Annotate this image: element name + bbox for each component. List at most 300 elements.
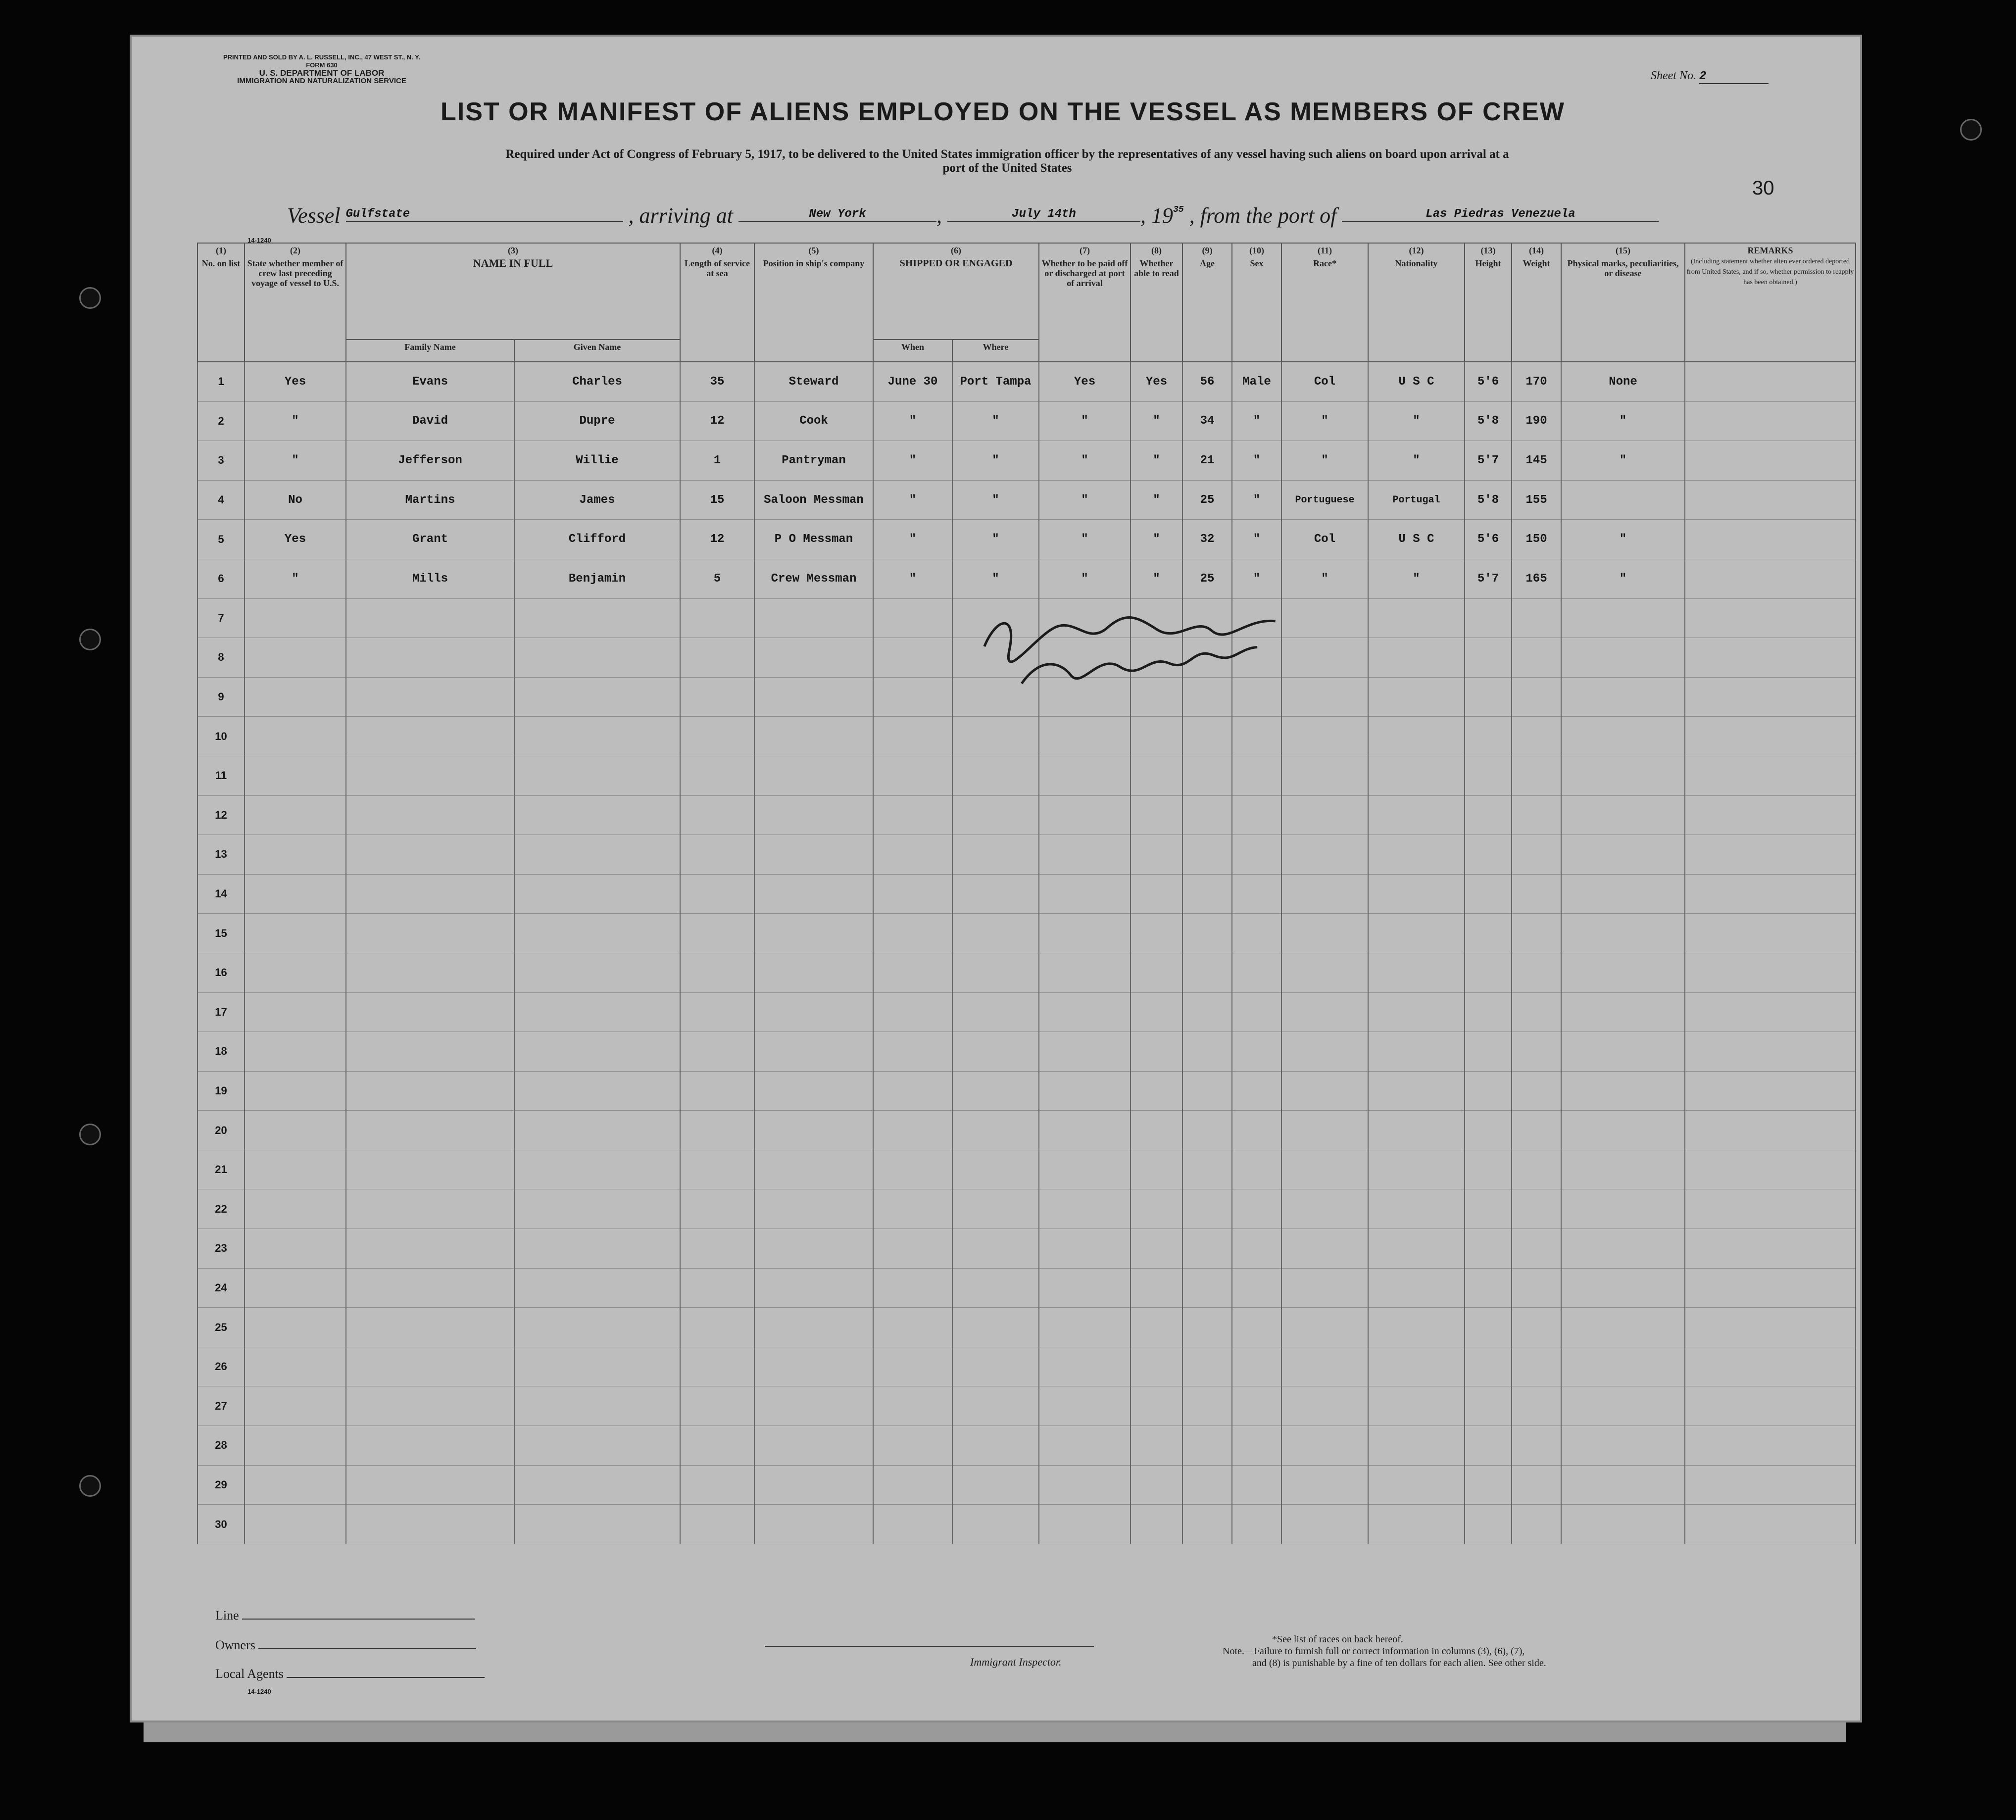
empty-cell — [680, 1505, 754, 1544]
empty-cell — [346, 1071, 514, 1111]
footnote — [1223, 1633, 1546, 1669]
empty-cell — [1281, 1426, 1368, 1466]
race: Col — [1281, 520, 1368, 559]
age: 25 — [1182, 480, 1232, 520]
empty-cell — [245, 717, 346, 756]
empty-cell — [1131, 756, 1182, 795]
empty-cell — [1131, 1505, 1182, 1544]
table-row-empty — [197, 1465, 1856, 1505]
printer-line-2: FORM 630 — [306, 61, 338, 69]
empty-cell — [873, 1465, 952, 1505]
empty-cell — [245, 677, 346, 717]
owners-label: Owners — [215, 1638, 255, 1652]
empty-cell — [952, 835, 1039, 875]
binder-hole — [79, 287, 101, 309]
empty-cell — [1685, 1189, 1856, 1229]
position: Crew Messman — [754, 559, 873, 598]
empty-cell — [680, 953, 754, 992]
row-number: 6 — [197, 559, 245, 598]
empty-cell — [680, 1071, 754, 1111]
table-row-empty — [197, 1071, 1856, 1111]
empty-cell — [1281, 1308, 1368, 1347]
empty-cell — [952, 1347, 1039, 1386]
empty-cell — [245, 598, 346, 638]
empty-cell — [754, 1505, 873, 1544]
table-row-empty — [197, 1505, 1856, 1544]
empty-cell — [1512, 1111, 1561, 1150]
empty-cell — [1131, 1229, 1182, 1269]
empty-cell — [1465, 835, 1512, 875]
table-row-empty — [197, 1386, 1856, 1426]
binder-hole — [79, 1475, 101, 1497]
empty-cell — [680, 598, 754, 638]
shipped-where: " — [952, 559, 1039, 598]
table-row-empty — [197, 835, 1856, 875]
shipped-when: " — [873, 480, 952, 520]
empty-cell — [1368, 914, 1465, 953]
empty-cell — [754, 914, 873, 953]
row-number: 25 — [197, 1308, 245, 1347]
able-to-read: " — [1131, 401, 1182, 441]
empty-cell — [1182, 1150, 1232, 1189]
inspector-signature-line — [765, 1646, 1094, 1647]
shipped-when: " — [873, 441, 952, 481]
row-number: 18 — [197, 1032, 245, 1072]
empty-cell — [1182, 1426, 1232, 1466]
empty-cell — [1368, 992, 1465, 1032]
empty-cell — [754, 1189, 873, 1229]
empty-cell — [245, 1505, 346, 1544]
shipped-where: Port Tampa — [952, 362, 1039, 401]
empty-cell — [1232, 1465, 1281, 1505]
vessel-line: Vessel Gulfstate , arriving at New York , July 14th , $19^{35}$ , from the port of Las Piedras Venezuela — [287, 203, 1659, 228]
race: " — [1281, 401, 1368, 441]
row-number: 16 — [197, 953, 245, 992]
empty-cell — [245, 874, 346, 914]
vessel-name: Gulfstate — [346, 207, 623, 222]
empty-cell — [1232, 1229, 1281, 1269]
empty-cell — [1465, 914, 1512, 953]
empty-cell — [514, 874, 680, 914]
empty-cell — [1368, 1189, 1465, 1229]
empty-cell — [1281, 1071, 1368, 1111]
remarks — [1685, 362, 1856, 401]
empty-cell — [1512, 756, 1561, 795]
empty-cell — [1281, 1268, 1368, 1308]
empty-cell — [952, 953, 1039, 992]
empty-cell — [245, 1347, 346, 1386]
row-number: 22 — [197, 1189, 245, 1229]
empty-cell — [680, 638, 754, 678]
able-to-read: " — [1131, 480, 1182, 520]
note-line-1: Note.—Failure to furnish full or correct information in columns (3), (6), (7), — [1223, 1646, 1525, 1657]
col-header-service-length: (4) Length of service at sea — [680, 243, 754, 362]
table-row — [197, 480, 1856, 520]
empty-cell — [873, 835, 952, 875]
paid-off: " — [1039, 441, 1131, 481]
empty-cell — [1368, 1308, 1465, 1347]
shipped-when: " — [873, 401, 952, 441]
empty-cell — [1561, 756, 1685, 795]
empty-cell — [1465, 1386, 1512, 1426]
empty-cell — [1182, 1229, 1232, 1269]
from-port-label: , from the port of — [1189, 203, 1337, 228]
empty-cell — [346, 638, 514, 678]
empty-cell — [1131, 1032, 1182, 1072]
col-header-shipped: (6) SHIPPED OR ENGAGED — [873, 243, 1039, 340]
sex: " — [1232, 559, 1281, 598]
empty-cell — [1131, 1426, 1182, 1466]
row-number: 12 — [197, 795, 245, 835]
physical-marks: None — [1561, 362, 1685, 401]
empty-cell — [1465, 1071, 1512, 1111]
table-row-empty — [197, 717, 1856, 756]
empty-cell — [1685, 953, 1856, 992]
col-header-position: (5) Position in ship's company — [754, 243, 873, 362]
line-value — [242, 1604, 475, 1620]
empty-cell — [1685, 1229, 1856, 1269]
empty-cell — [1685, 638, 1856, 678]
empty-cell — [1039, 1386, 1131, 1426]
empty-cell — [1465, 756, 1512, 795]
height: 5'6 — [1465, 520, 1512, 559]
height: 5'7 — [1465, 441, 1512, 481]
col-header-where: Where — [952, 340, 1039, 362]
empty-cell — [754, 1386, 873, 1426]
empty-cell — [1368, 1111, 1465, 1150]
empty-cell — [680, 1308, 754, 1347]
form-code-bottom: 14-1240 — [247, 1688, 271, 1695]
empty-cell — [1465, 1229, 1512, 1269]
service-length: 12 — [680, 520, 754, 559]
given-name: Willie — [514, 441, 680, 481]
empty-cell — [514, 1465, 680, 1505]
table-row-empty — [197, 914, 1856, 953]
subtitle-line-1: Required under Act of Congress of February 5, 1917, to be delivered to the United States immigration officer by the representatives of any vessel having such aliens on board upon arrival at a — [505, 148, 1509, 161]
note-line-2: and (8) is punishable by a fine of ten dollars for each alien. See other side. — [1252, 1658, 1546, 1669]
empty-cell — [1131, 1189, 1182, 1229]
form-subtitle — [277, 148, 1737, 175]
empty-cell — [952, 874, 1039, 914]
empty-cell — [1465, 638, 1512, 678]
empty-cell — [952, 992, 1039, 1032]
service-name: IMMIGRATION AND NATURALIZATION SERVICE — [237, 77, 406, 85]
paid-off: " — [1039, 480, 1131, 520]
physical-marks — [1561, 480, 1685, 520]
table-row-empty — [197, 1308, 1856, 1347]
empty-cell — [514, 1111, 680, 1150]
empty-cell — [754, 756, 873, 795]
empty-cell — [514, 1347, 680, 1386]
col-header-when: When — [873, 340, 952, 362]
empty-cell — [1131, 795, 1182, 835]
empty-cell — [952, 914, 1039, 953]
empty-cell — [680, 1150, 754, 1189]
empty-cell — [1281, 1505, 1368, 1544]
empty-cell — [873, 598, 952, 638]
remarks — [1685, 520, 1856, 559]
empty-cell — [952, 1071, 1039, 1111]
height: 5'6 — [1465, 362, 1512, 401]
empty-cell — [1281, 795, 1368, 835]
empty-cell — [1512, 1347, 1561, 1386]
empty-cell — [680, 835, 754, 875]
position: Pantryman — [754, 441, 873, 481]
empty-cell — [1465, 677, 1512, 717]
empty-cell — [245, 1308, 346, 1347]
empty-cell — [1039, 1465, 1131, 1505]
empty-cell — [754, 1268, 873, 1308]
sheet-number-label: Sheet No. — [1651, 69, 1696, 82]
empty-cell — [1039, 1111, 1131, 1150]
age: 56 — [1182, 362, 1232, 401]
empty-cell — [873, 1032, 952, 1072]
shipped-where: " — [952, 401, 1039, 441]
empty-cell — [952, 1150, 1039, 1189]
empty-cell — [1512, 1308, 1561, 1347]
empty-cell — [1465, 1268, 1512, 1308]
empty-cell — [1232, 914, 1281, 953]
empty-cell — [1465, 598, 1512, 638]
empty-cell — [873, 717, 952, 756]
shipped-when: June 30 — [873, 362, 952, 401]
empty-cell — [514, 992, 680, 1032]
empty-cell — [1512, 835, 1561, 875]
empty-cell — [1512, 992, 1561, 1032]
subtitle-line-2: port of the United States — [942, 161, 1072, 175]
row-number: 20 — [197, 1111, 245, 1150]
empty-cell — [1182, 1071, 1232, 1111]
empty-cell — [680, 756, 754, 795]
arrival-port: New York — [738, 207, 936, 222]
col-header-paid-off: (7) Whether to be paid off or discharged at port of arrival — [1039, 243, 1131, 362]
empty-cell — [680, 914, 754, 953]
sex: " — [1232, 441, 1281, 481]
empty-cell — [1039, 1347, 1131, 1386]
empty-cell — [1465, 1150, 1512, 1189]
family-name: David — [346, 401, 514, 441]
empty-cell — [952, 1229, 1039, 1269]
empty-cell — [1465, 1189, 1512, 1229]
empty-cell — [1368, 835, 1465, 875]
row-number: 27 — [197, 1386, 245, 1426]
service-length: 1 — [680, 441, 754, 481]
empty-cell — [1131, 1071, 1182, 1111]
empty-cell — [1465, 1032, 1512, 1072]
empty-cell — [873, 1189, 952, 1229]
given-name: Benjamin — [514, 559, 680, 598]
empty-cell — [1182, 795, 1232, 835]
row-number: 26 — [197, 1347, 245, 1386]
sex: " — [1232, 480, 1281, 520]
empty-cell — [245, 1189, 346, 1229]
row-number: 8 — [197, 638, 245, 678]
handwritten-signature — [977, 586, 1290, 714]
empty-cell — [1131, 992, 1182, 1032]
empty-cell — [1685, 795, 1856, 835]
weight: 145 — [1512, 441, 1561, 481]
empty-cell — [1512, 1189, 1561, 1229]
empty-cell — [245, 1386, 346, 1426]
empty-cell — [346, 795, 514, 835]
empty-cell — [1368, 717, 1465, 756]
paid-off: " — [1039, 401, 1131, 441]
nationality: Portugal — [1368, 480, 1465, 520]
table-row-empty — [197, 1150, 1856, 1189]
empty-cell — [1131, 1150, 1182, 1189]
empty-cell — [1039, 1505, 1131, 1544]
empty-cell — [514, 1229, 680, 1269]
able-to-read: " — [1131, 441, 1182, 481]
empty-cell — [1039, 992, 1131, 1032]
empty-cell — [245, 1229, 346, 1269]
empty-cell — [514, 835, 680, 875]
height: 5'7 — [1465, 559, 1512, 598]
empty-cell — [754, 874, 873, 914]
empty-cell — [514, 717, 680, 756]
arrival-date: July 14th — [947, 207, 1140, 222]
empty-cell — [1039, 874, 1131, 914]
col-header-physical-marks: (15) Physical marks, peculiarities, or disease — [1561, 243, 1685, 362]
empty-cell — [346, 1505, 514, 1544]
empty-cell — [754, 1071, 873, 1111]
empty-cell — [1465, 717, 1512, 756]
empty-cell — [952, 1111, 1039, 1150]
previous-voyage: " — [245, 441, 346, 481]
empty-cell — [1281, 953, 1368, 992]
empty-cell — [1281, 1465, 1368, 1505]
empty-cell — [1561, 953, 1685, 992]
empty-cell — [1685, 914, 1856, 953]
empty-cell — [1561, 1426, 1685, 1466]
height: 5'8 — [1465, 480, 1512, 520]
empty-cell — [680, 677, 754, 717]
empty-cell — [1281, 835, 1368, 875]
empty-cell — [873, 795, 952, 835]
empty-cell — [1281, 1347, 1368, 1386]
empty-cell — [245, 992, 346, 1032]
empty-cell — [1685, 1150, 1856, 1189]
empty-cell — [1685, 1071, 1856, 1111]
empty-cell — [754, 717, 873, 756]
col-header-family-name: Family Name — [346, 340, 514, 362]
weight: 190 — [1512, 401, 1561, 441]
empty-cell — [245, 1032, 346, 1072]
remarks — [1685, 480, 1856, 520]
empty-cell — [1039, 795, 1131, 835]
empty-cell — [514, 1426, 680, 1466]
family-name: Evans — [346, 362, 514, 401]
table-row — [197, 362, 1856, 401]
empty-cell — [346, 1386, 514, 1426]
vessel-label: Vessel — [287, 203, 341, 228]
empty-cell — [680, 1465, 754, 1505]
owners-field — [215, 1633, 476, 1653]
empty-cell — [1685, 1386, 1856, 1426]
empty-cell — [1561, 874, 1685, 914]
empty-cell — [1182, 1308, 1232, 1347]
empty-cell — [1512, 1150, 1561, 1189]
races-note: *See list of races on back hereof. — [1272, 1634, 1403, 1645]
empty-rows — [197, 598, 1856, 1544]
col-header-sex: (10) Sex — [1232, 243, 1281, 362]
empty-cell — [514, 953, 680, 992]
empty-cell — [245, 1150, 346, 1189]
empty-cell — [952, 756, 1039, 795]
printer-line-1: PRINTED AND SOLD BY A. L. RUSSELL, INC., 47 WEST ST., N. Y. — [223, 53, 420, 61]
col-header-number: (1) No. on list — [197, 243, 245, 362]
nationality: " — [1368, 559, 1465, 598]
empty-cell — [346, 677, 514, 717]
table-row-empty — [197, 1347, 1856, 1386]
previous-voyage: " — [245, 401, 346, 441]
family-name: Martins — [346, 480, 514, 520]
empty-cell — [1465, 1426, 1512, 1466]
empty-cell — [1281, 638, 1368, 678]
empty-cell — [1039, 1426, 1131, 1466]
empty-cell — [1281, 598, 1368, 638]
table-row-empty — [197, 992, 1856, 1032]
empty-cell — [1561, 1071, 1685, 1111]
empty-cell — [1281, 717, 1368, 756]
row-number: 19 — [197, 1071, 245, 1111]
empty-cell — [1232, 1189, 1281, 1229]
empty-cell — [1512, 1032, 1561, 1072]
empty-cell — [1512, 598, 1561, 638]
empty-cell — [1685, 1032, 1856, 1072]
empty-cell — [873, 1505, 952, 1544]
row-number: 21 — [197, 1150, 245, 1189]
empty-cell — [1561, 1386, 1685, 1426]
service-length: 5 — [680, 559, 754, 598]
empty-cell — [1561, 914, 1685, 953]
empty-cell — [754, 835, 873, 875]
empty-cell — [514, 1505, 680, 1544]
empty-cell — [952, 1426, 1039, 1466]
empty-cell — [754, 1111, 873, 1150]
col-header-remarks: REMARKS (Including statement whether alien ever ordered deported from United States, and if so, whether permission to reapply has been obtained.) — [1685, 243, 1856, 362]
empty-cell — [873, 874, 952, 914]
empty-cell — [1281, 1229, 1368, 1269]
empty-cell — [1368, 1150, 1465, 1189]
empty-cell — [1512, 677, 1561, 717]
empty-cell — [952, 1032, 1039, 1072]
empty-cell — [1368, 638, 1465, 678]
empty-cell — [1182, 1268, 1232, 1308]
empty-cell — [1232, 717, 1281, 756]
empty-cell — [1232, 953, 1281, 992]
crew-rows — [197, 362, 1856, 598]
empty-cell — [1561, 1347, 1685, 1386]
empty-cell — [1512, 638, 1561, 678]
empty-cell — [245, 914, 346, 953]
physical-marks: " — [1561, 441, 1685, 481]
empty-cell — [1685, 1426, 1856, 1466]
race: " — [1281, 559, 1368, 598]
empty-cell — [873, 677, 952, 717]
empty-cell — [754, 598, 873, 638]
empty-cell — [1131, 1268, 1182, 1308]
row-number: 30 — [197, 1505, 245, 1544]
empty-cell — [1281, 1111, 1368, 1150]
empty-cell — [514, 638, 680, 678]
empty-cell — [1685, 1111, 1856, 1150]
crew-manifest-table — [197, 243, 1856, 1544]
empty-cell — [1561, 1111, 1685, 1150]
empty-cell — [680, 1386, 754, 1426]
empty-cell — [952, 1308, 1039, 1347]
empty-cell — [754, 795, 873, 835]
